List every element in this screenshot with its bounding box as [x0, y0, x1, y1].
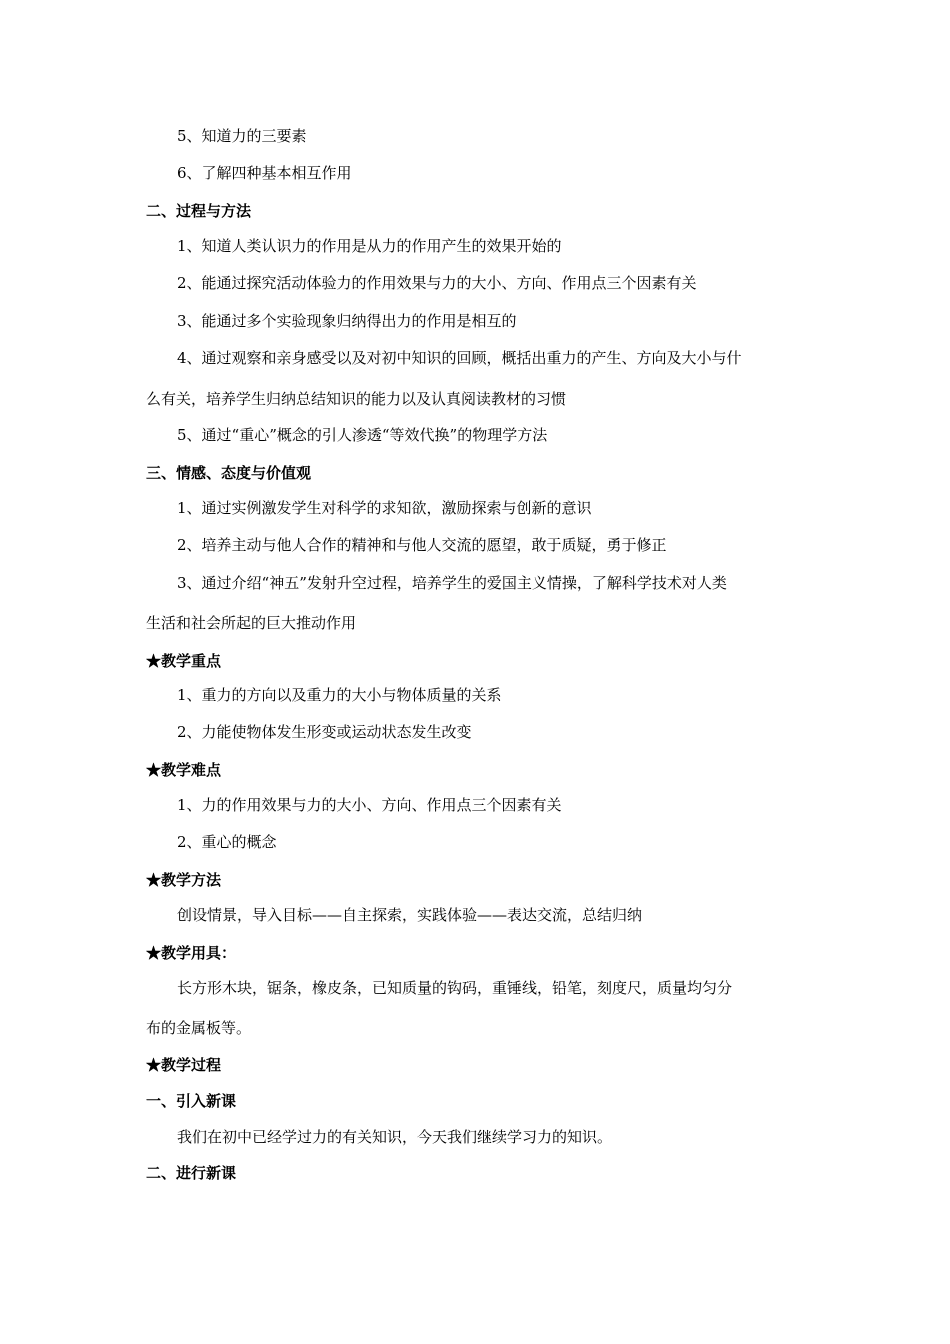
- section-heading: 二、过程与方法: [146, 202, 252, 220]
- text-line: 6、了解四种基本相互作用: [177, 164, 352, 182]
- section-heading: ★教学重点: [146, 652, 222, 670]
- section-heading: ★教学难点: [146, 761, 222, 779]
- text-line: 2、能通过探究活动体验力的作用效果与力的大小、方向、作用点三个因素有关: [177, 274, 697, 292]
- section-heading: ★教学过程: [146, 1056, 222, 1074]
- text-line: 5、通过“重心”概念的引人渗透“等效代换”的物理学方法: [177, 426, 548, 444]
- text-line: 1、通过实例激发学生对科学的求知欲，激励探索与创新的意识: [177, 499, 592, 517]
- text-line: 1、力的作用效果与力的大小、方向、作用点三个因素有关: [177, 796, 562, 814]
- text-line: 2、重心的概念: [177, 833, 277, 851]
- text-line: 么有关，培养学生归纳总结知识的能力以及认真阅读教材的习惯: [146, 390, 567, 408]
- text-line: 生活和社会所起的巨大推动作用: [146, 614, 357, 632]
- text-line: 我们在初中已经学过力的有关知识，今天我们继续学习力的知识。: [177, 1128, 613, 1146]
- section-heading: 三、情感、态度与价值观: [146, 464, 312, 482]
- text-line: 1、重力的方向以及重力的大小与物体质量的关系: [177, 686, 502, 704]
- section-heading: ★教学用具：: [146, 944, 237, 962]
- text-line: 2、力能使物体发生形变或运动状态发生改变: [177, 723, 472, 741]
- text-line: 5、知道力的三要素: [177, 127, 307, 145]
- text-line: 长方形木块，锯条，橡皮条，已知质量的钩码，重锤线，铅笔，刻度尺，质量均匀分: [177, 979, 733, 997]
- text-line: 创设情景，导入目标——自主探索，实践体验——表达交流，总结归纳: [177, 906, 643, 924]
- text-line: 2、培养主动与他人合作的精神和与他人交流的愿望，敢于质疑，勇于修正: [177, 536, 667, 554]
- text-line: 布的金属板等。: [146, 1019, 252, 1037]
- section-heading: 一、引入新课: [146, 1092, 237, 1110]
- section-heading: 二、进行新课: [146, 1164, 237, 1182]
- section-heading: ★教学方法: [146, 871, 222, 889]
- text-line: 4、通过观察和亲身感受以及对初中知识的回顾，概括出重力的产生、方向及大小与什: [177, 349, 742, 367]
- text-line: 3、能通过多个实验现象归纳得出力的作用是相互的: [177, 312, 517, 330]
- text-line: 1、知道人类认识力的作用是从力的作用产生的效果开始的: [177, 237, 562, 255]
- text-line: 3、通过介绍“神五”发射升空过程，培养学生的爱国主义情操，了解科学技术对人类: [177, 574, 727, 592]
